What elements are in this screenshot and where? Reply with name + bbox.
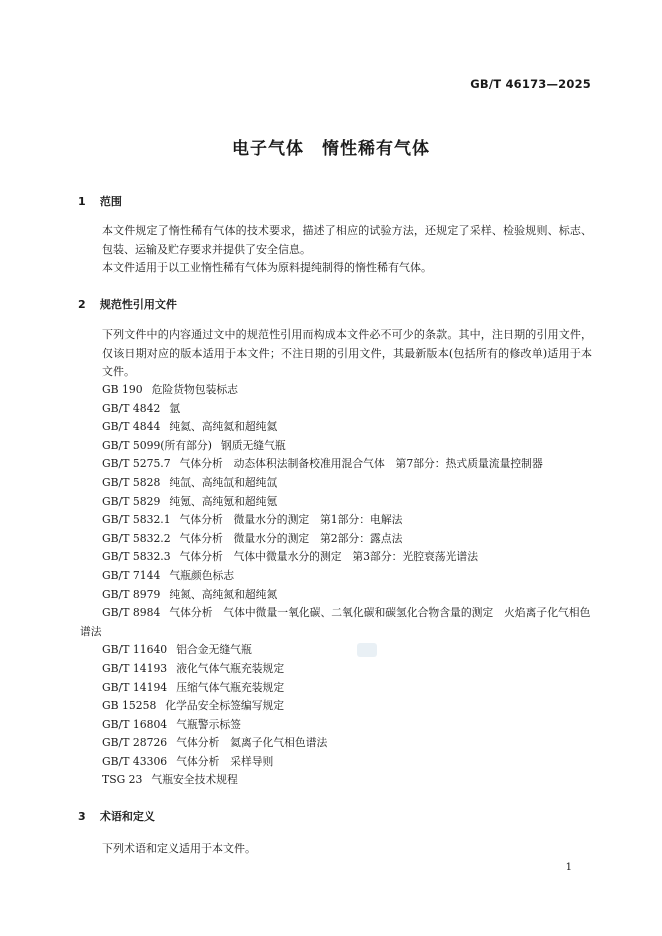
reference-item [80,679,592,698]
reference-title: 纯氦、高纯氦和超纯氦 [169,420,278,434]
paragraph: 本文件适用于以工业惰性稀有气体为原料提纯制得的惰性稀有气体。 [102,261,432,274]
paragraph: 下列术语和定义适用于本文件。 [102,842,256,855]
reference-title: 氩 [169,401,181,415]
section-number: 2 [78,298,86,311]
reference-item [80,586,592,605]
reference-title: 气瓶颜色标志 [169,568,235,582]
reference-title: 铝合金无缝气瓶 [176,643,252,657]
reference-code: GB 15258 [102,699,157,713]
reference-title: 纯氙、高纯氙和超纯氙 [169,475,278,489]
reference-item [80,753,592,772]
reference-item [80,474,592,493]
reference-title: 化学品安全标签编写规定 [165,699,285,713]
reference-item [80,660,592,679]
reference-code: GB/T 8979 [102,587,161,601]
reference-code: GB/T 5832.2 [102,531,171,545]
reference-item [80,604,592,641]
reference-title: 气体分析 微量水分的测定 第1部分：电解法 [179,513,403,527]
reference-title: 气体分析 气体中微量水分的测定 第3部分：光腔衰荡光谱法 [179,550,478,564]
reference-title: 纯氪、高纯氪和超纯氪 [169,494,278,508]
reference-title: 气体分析 动态体积法制备校准用混合气体 第7部分：热式质量流量控制器 [179,457,543,471]
reference-title: 纯氮、高纯氮和超纯氮 [169,587,278,601]
reference-item [80,697,592,716]
section-3-body [80,840,592,859]
reference-code: GB/T 5829 [102,494,161,508]
reference-item [80,734,592,753]
reference-code: GB/T 4844 [102,420,161,434]
section-3-heading [78,808,155,824]
reference-code: GB/T 28726 [102,736,168,750]
reference-code: GB/T 5832.1 [102,513,171,527]
section-number: 1 [78,195,86,208]
reference-code: GB/T 14194 [102,680,168,694]
reference-code: GB/T 5832.3 [102,550,171,564]
reference-title: 气瓶警示标签 [176,717,241,731]
reference-title: 液化气体气瓶充装规定 [176,661,285,675]
reference-code: GB/T 43306 [102,754,168,768]
reference-item [80,493,592,512]
section-title: 范围 [99,195,122,208]
document-title: 电子气体 惰性稀有气体 [232,139,430,159]
reference-item [80,771,592,790]
reference-title: 气瓶安全技术规程 [151,773,238,787]
reference-item [80,567,592,586]
section-title: 规范性引用文件 [99,298,177,311]
reference-item [80,381,592,400]
paragraph: 本文件规定了惰性稀有气体的技术要求，描述了相应的试验方法，还规定了采样、检验规则、标志、包装、运输及贮存要求并提供了安全信息。 [102,224,592,256]
reference-title: 气体分析 气体中微量一氧化碳、二氧化碳和碳氢化合物含量的测定 火焰离子化气相色谱法 [80,606,591,638]
paragraph: 下列文件中的内容通过文中的规范性引用而构成本文件必不可少的条款。其中，注日期的引用文件，仅该日期对应的版本适用于本文件；不注日期的引用文件，其最新版本(包括所有的修改单)适用于本文件。 [102,328,592,378]
watermark-logo [357,643,377,657]
reference-code: GB 190 [102,383,143,396]
standard-code: GB/T 46173—2025 [470,77,591,91]
reference-item [80,530,592,549]
reference-title: 气体分析 微量水分的测定 第2部分：露点法 [179,531,403,545]
reference-item [80,548,592,567]
section-title: 术语和定义 [99,810,155,823]
section-1-body [80,222,592,278]
section-2-intro [80,326,592,382]
reference-code: GB/T 8984 [102,606,161,620]
section-1-heading [78,193,122,209]
reference-code: TSG 23 [102,773,143,787]
reference-item [80,716,592,735]
reference-item [80,437,592,456]
reference-item [80,418,592,437]
reference-title: 压缩气体气瓶充装规定 [176,680,285,694]
section-2-heading [78,296,177,312]
reference-code: GB/T 5099(所有部分) [102,438,212,452]
reference-item [80,511,592,530]
page-number: 1 [565,862,572,873]
reference-title: 危险货物包装标志 [151,383,238,396]
reference-code: GB/T 5275.7 [102,457,171,471]
reference-title: 气体分析 采样导则 [176,754,274,768]
reference-item [80,400,592,419]
reference-code: GB/T 11640 [102,643,168,657]
reference-list [80,381,592,790]
reference-code: GB/T 14193 [102,661,168,675]
reference-title: 气体分析 氦离子化气相色谱法 [176,736,328,750]
reference-code: GB/T 16804 [102,717,168,731]
section-number: 3 [78,810,86,823]
reference-code: GB/T 5828 [102,475,161,489]
reference-item [80,455,592,474]
reference-code: GB/T 7144 [102,568,161,582]
reference-code: GB/T 4842 [102,401,161,415]
reference-title: 钢质无缝气瓶 [220,438,286,452]
reference-item [80,641,592,660]
